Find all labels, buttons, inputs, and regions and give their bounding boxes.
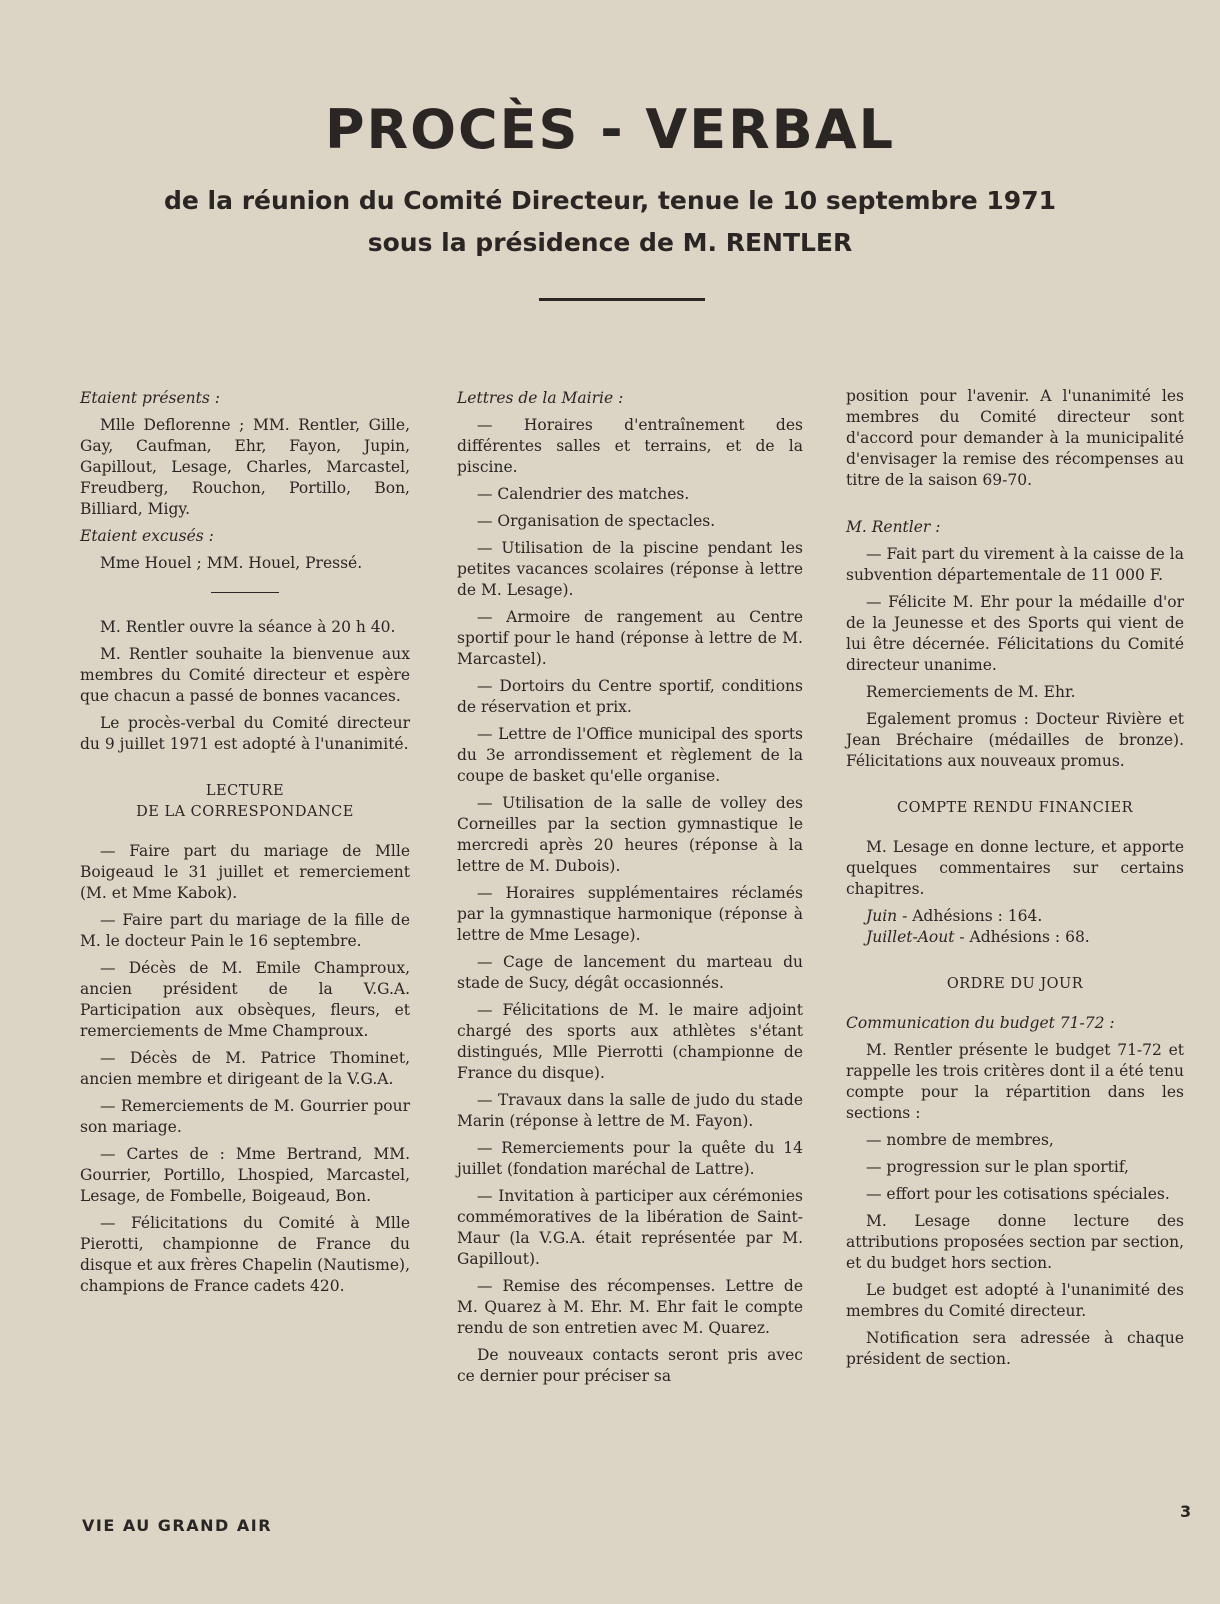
list-item: Remerciements de M. Ehr. (866, 683, 1076, 701)
adhesions-juillet (846, 927, 1184, 948)
section-separator (211, 592, 279, 593)
subtitle-line-1: de la réunion du Comité Directeur, tenue le 10 septembre 1971 (164, 186, 1056, 215)
page-number: 3 (1180, 1502, 1192, 1521)
list-item: — Armoire de rangement au Centre sportif pour le hand (réponse à lettre de M. Marcastel). (457, 608, 803, 668)
section-heading-line-2: DE LA CORRESPONDANCE (136, 804, 354, 820)
page-title: PROCÈS - VERBAL (324, 98, 896, 161)
list-item: — Félicitations de M. le maire adjoint chargé des sports aux athlètes s'étant distingués, Mlle Pierrotti (championne de France du disque). (457, 1001, 803, 1082)
magazine-name: VIE AU GRAND AIR (82, 1516, 273, 1535)
list-item: — Organisation de spectacles. (477, 512, 716, 530)
list-item: — Lettre de l'Office municipal des sports du 3e arrondissement et règlement de la coupe de basket qu'elle organise. (457, 725, 803, 785)
section-heading-line-1: LECTURE (205, 783, 285, 799)
list-item: — Invitation à participer aux cérémonies commémoratives de la libération de Saint-Maur (la V.G.A. était représentée par M. Gapillout). (457, 1187, 803, 1268)
list-item: — Remerciements pour la quête du 14 juillet (fondation maréchal de Lattre). (457, 1139, 803, 1178)
paragraph: M. Rentler souhaite la bienvenue aux membres du Comité directeur et espère que chacun a passé de bonnes vacances. (80, 645, 410, 705)
paragraph: M. Rentler ouvre la séance à 20 h 40. (100, 618, 396, 636)
list-item: — Faire part du mariage de Mlle Boigeaud le 31 juillet et remerciement (M. et Mme Kabok). (80, 842, 410, 902)
criteria-item: — nombre de membres, (866, 1131, 1054, 1149)
list-item: — Cartes de : Mme Bertrand, MM. Gourrier, Portillo, Lhospied, Marcastel, Lesage, de Fombelle, Boigeaud, Bon. (80, 1145, 410, 1205)
paragraph: Le procès-verbal du Comité directeur du 9 juillet 1971 est adopté à l'unanimité. (80, 714, 410, 753)
excuses-list: Mme Houel ; MM. Houel, Pressé. (100, 554, 363, 572)
list-item: — Travaux dans la salle de judo du stade Marin (réponse à lettre de M. Fayon). (457, 1091, 803, 1130)
adhesions-juin-label: Juin (866, 907, 898, 925)
adhesions-juin (846, 906, 1184, 927)
budget-heading: Communication du budget 71-72 : (846, 1014, 1115, 1032)
column-2 (457, 388, 803, 1393)
list-item: — Décès de M. Emile Champroux, ancien président de la V.G.A. Participation aux obsèques, fleurs, et remerciements de Mme Champroux. (80, 959, 410, 1040)
list-item: — Félicite M. Ehr pour la médaille d'or de la Jeunesse et des Sports qui vient de lui être décernée. Félicitations du Comité directeur unanime. (846, 593, 1184, 674)
paragraph-continued: position pour l'avenir. A l'unanimité les membres du Comité directeur sont d'accord pour demander à la municipalité d'envisager la remise des récompenses au titre de la saison 69-70. (846, 387, 1184, 489)
list-item: — Remise des récompenses. Lettre de M. Quarez à M. Ehr. M. Ehr fait le compte rendu de son entretien avec M. Quarez. (457, 1277, 803, 1337)
list-item: Egalement promus : Docteur Rivière et Jean Bréchaire (médailles de bronze). Félicitations aux nouveaux promus. (846, 710, 1184, 770)
list-item: De nouveaux contacts seront pris avec ce dernier pour préciser sa (457, 1346, 803, 1385)
paragraph: M. Lesage donne lecture des attributions proposées section par section, et du budget hors section. (846, 1212, 1184, 1272)
paragraph: Le budget est adopté à l'unanimité des membres du Comité directeur. (846, 1281, 1184, 1320)
adhesions-juillet-value: - Adhésions : 68. (959, 928, 1090, 946)
list-item: — Remerciements de M. Gourrier pour son mariage. (80, 1097, 410, 1136)
criteria-item: — progression sur le plan sportif, (866, 1158, 1129, 1176)
finance-heading: COMPTE RENDU FINANCIER (896, 800, 1134, 816)
paragraph: M. Rentler présente le budget 71-72 et rappelle les trois critères dont il a été tenu compte pour la répartition dans les sections : (846, 1041, 1184, 1122)
excuses-heading: Etaient excusés : (80, 527, 214, 545)
criteria-item: — effort pour les cotisations spéciales. (866, 1185, 1170, 1203)
presents-list: Mlle Deflorenne ; MM. Rentler, Gille, Gay, Caufman, Ehr, Fayon, Jupin, Gapillout, Lesage, Charles, Marcastel, Freudberg, Rouchon, Portillo, Bon, Billiard, Migy. (80, 416, 410, 518)
list-item: — Utilisation de la salle de volley des Corneilles par la section gymnastique le mercredi après 20 heures (réponse à la lettre de M. Dubois). (457, 794, 803, 875)
adhesions-juillet-label: Juillet-Aout (866, 928, 955, 946)
ordre-heading: ORDRE DU JOUR (946, 976, 1084, 992)
title-divider (539, 298, 705, 301)
mairie-heading: Lettres de la Mairie : (457, 389, 624, 407)
adhesions-juin-value: - Adhésions : 164. (902, 907, 1043, 925)
presents-heading: Etaient présents : (80, 389, 220, 407)
list-item: — Décès de M. Patrice Thominet, ancien membre et dirigeant de la V.G.A. (80, 1049, 410, 1088)
list-item: — Faire part du mariage de la fille de M. le docteur Pain le 16 septembre. (80, 911, 410, 950)
list-item: — Cage de lancement du marteau du stade de Sucy, dégât occasionnés. (457, 953, 803, 992)
list-item: — Horaires supplémentaires réclamés par la gymnastique harmonique (réponse à lettre de Mme Lesage). (457, 884, 803, 944)
list-item: — Calendrier des matches. (477, 485, 690, 503)
paragraph: M. Lesage en donne lecture, et apporte quelques commentaires sur certains chapitres. (846, 838, 1184, 898)
list-item: — Utilisation de la piscine pendant les petites vacances scolaires (réponse à lettre de M. Lesage). (457, 539, 803, 599)
list-item: — Dortoirs du Centre sportif, conditions de réservation et prix. (457, 677, 803, 716)
list-item: — Horaires d'entraînement des différentes salles et terrains, et de la piscine. (457, 416, 803, 476)
rentler-heading: M. Rentler : (846, 518, 941, 536)
list-item: — Fait part du virement à la caisse de la subvention départementale de 11 000 F. (846, 545, 1184, 584)
subtitle-line-2: sous la présidence de M. RENTLER (367, 228, 853, 257)
list-item: — Félicitations du Comité à Mlle Pierotti, championne de France du disque et aux frères Chapelin (Nautisme), champions de France cadets 420. (80, 1214, 410, 1295)
paragraph: Notification sera adressée à chaque président de section. (846, 1329, 1184, 1368)
column-1 (80, 388, 410, 1303)
column-3 (846, 386, 1184, 1376)
